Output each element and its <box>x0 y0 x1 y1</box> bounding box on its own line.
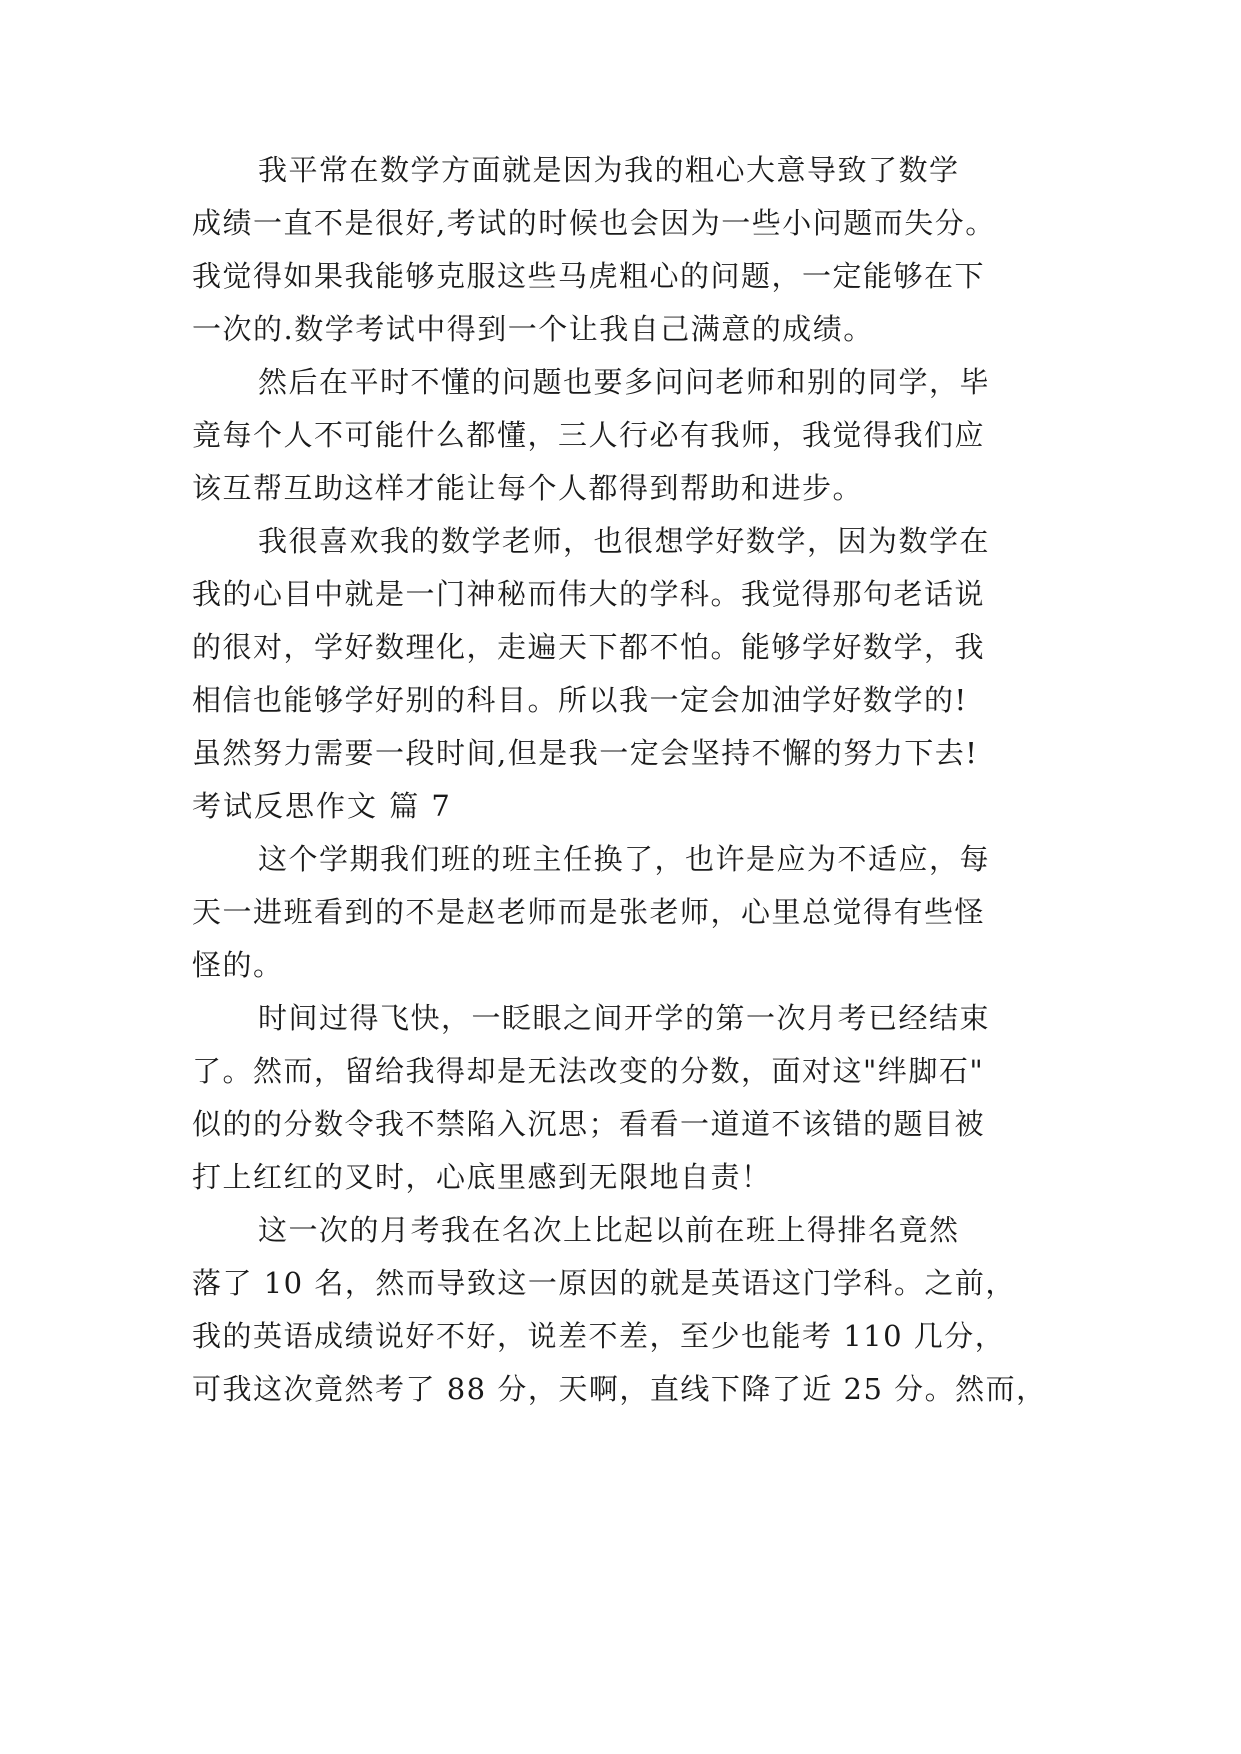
paragraph-line: 然后在平时不懂的问题也要多问问老师和别的同学，毕 <box>258 365 991 399</box>
paragraph-line: 可我这次竟然考了 88 分，天啊，直线下降了近 25 分。然而， <box>192 1372 1047 1406</box>
paragraph-line: 的很对，学好数理化，走遍天下都不怕。能够学好数学，我 <box>192 630 986 664</box>
paragraph-line: 似的的分数令我不禁陷入沉思；看看一道道不该错的题目被 <box>192 1107 986 1141</box>
paragraph-line: 我的英语成绩说好不好，说差不差，至少也能考 110 几分， <box>192 1319 1006 1353</box>
paragraph-line: 怪的。 <box>192 948 284 982</box>
paragraph-line: 相信也能够学好别的科目。所以我一定会加油学好数学的! <box>192 683 968 717</box>
paragraph-line: 这一次的月考我在名次上比起以前在班上得排名竟然 <box>258 1213 960 1247</box>
paragraph-line: 该互帮互助这样才能让每个人都得到帮助和进步。 <box>192 471 864 505</box>
paragraph-line: 天一进班看到的不是赵老师而是张老师，心里总觉得有些怪 <box>192 895 986 929</box>
paragraph-line: 这个学期我们班的班主任换了，也许是应为不适应，每 <box>258 842 991 876</box>
paragraph-line: 我很喜欢我的数学老师，也很想学好数学，因为数学在 <box>258 524 991 558</box>
paragraph-line: 打上红红的叉时，心底里感到无限地自责！ <box>192 1160 772 1194</box>
section-heading: 考试反思作文 篇 7 <box>192 789 452 823</box>
paragraph-line: 了。然而，留给我得却是无法改变的分数，面对这"绊脚石" <box>192 1054 985 1088</box>
paragraph-line: 我的心目中就是一门神秘而伟大的学科。我觉得那句老话说 <box>192 577 986 611</box>
paragraph-line: 竟每个人不可能什么都懂，三人行必有我师，我觉得我们应 <box>192 418 986 452</box>
paragraph-line: 我平常在数学方面就是因为我的粗心大意导致了数学 <box>258 153 960 187</box>
paragraph-line: 我觉得如果我能够克服这些马虎粗心的问题，一定能够在下 <box>192 259 986 293</box>
paragraph-line: 成绩一直不是很好,考试的时候也会因为一些小问题而失分。 <box>192 206 996 240</box>
paragraph-line: 一次的.数学考试中得到一个让我自己满意的成绩。 <box>192 312 874 346</box>
paragraph-line: 时间过得飞快，一眨眼之间开学的第一次月考已经结束 <box>258 1001 991 1035</box>
paragraph-line: 落了 10 名，然而导致这一原因的就是英语这门学科。之前， <box>192 1266 1016 1300</box>
paragraph-line: 虽然努力需要一段时间,但是我一定会坚持不懈的努力下去! <box>192 736 979 770</box>
